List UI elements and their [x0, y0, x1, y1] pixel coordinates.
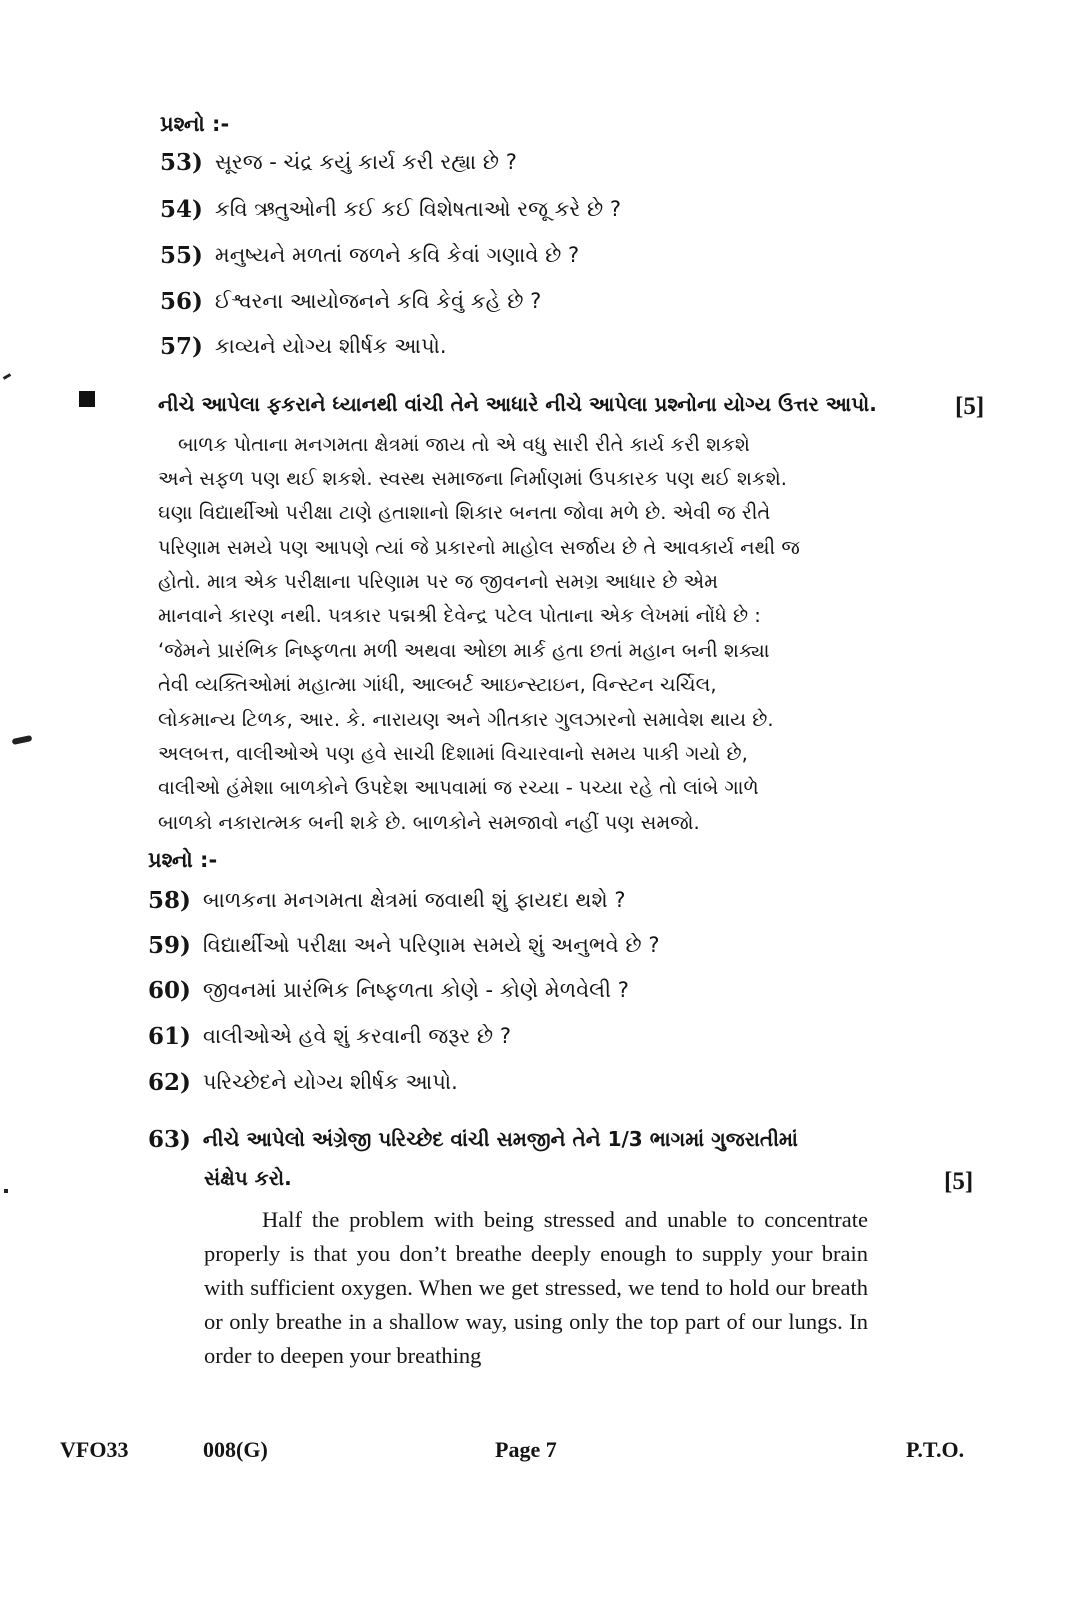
question-59: [148, 925, 659, 965]
square-bullet-icon: [79, 391, 95, 407]
footer-code: VFO33: [60, 1437, 129, 1462]
question-number: 59): [148, 931, 191, 959]
question-54: [160, 189, 621, 229]
question-number: 63): [148, 1125, 191, 1153]
precis-instruction-line1: નીચે આપેલો અંગ્રેજી પરિચ્છેદ વાંચી સમજીને તેને 1/3 ભાગમાં ગુજરાતીમાં: [202, 1127, 798, 1151]
marks-badge-precis: [5]: [944, 1168, 974, 1195]
question-text: ઈશ્વરના આયોજનને કવિ કેવું કહે છે ?: [214, 288, 542, 313]
question-text: જીવનમાં પ્રારંભિક નિષ્ફળતા કોણે - કોણે મેળવેલી ?: [202, 977, 629, 1002]
question-text: બાળકના મનગમતા ક્ષેત્રમાં જવાથી શું ફાયદા થશે ?: [202, 887, 626, 912]
question-text: મનુષ્યને મળતાં જળને કવિ કેવાં ગણાવે છે ?: [214, 242, 580, 267]
footer-page-number: Page 7: [495, 1437, 557, 1462]
precis-instruction-line2: સંક્ષેપ કરો.: [204, 1166, 292, 1190]
question-56: [160, 281, 541, 321]
english-passage: Half the problem with being stressed and unable to concentrate properly is that you don’t breathe deeply enough to supply your brain with sufficient oxygen. When we get stressed, we tend to hold our breath or only breathe in a shallow way, using only the top part of our lungs. In order to deepen your breathing: [204, 1207, 868, 1368]
scan-mark-top: [3, 373, 11, 380]
question-number: 57): [160, 332, 203, 360]
question-number: 53): [160, 148, 203, 176]
scan-mark-middle: [12, 735, 33, 745]
footer-paper-code: 008(G): [203, 1437, 268, 1462]
question-text: પરિચ્છેદને યોગ્ય શીર્ષક આપો.: [202, 1069, 458, 1094]
scan-mark-bottom: [4, 1189, 8, 1193]
question-number: 58): [148, 886, 191, 914]
question-text: વિદ્યાર્થીઓ પરીક્ષા અને પરિણામ સમયે શું અનુભવે છે ?: [202, 932, 660, 957]
marks-badge-comprehension: [5]: [955, 393, 985, 420]
question-number: 61): [148, 1022, 191, 1050]
passage-line: માનવાને કારણ નથી. પત્રકાર પદ્મશ્રી દેવેન્દ્ર પટેલ પોતાના એક લેખમાં નોંધે છે :: [158, 604, 761, 627]
questions-label-1: પ્રશ્નો :-: [160, 112, 230, 136]
questions-label-2: પ્રશ્નો :-: [148, 848, 218, 872]
passage-line: બાળક પોતાના મનગમતા ક્ષેત્રમાં જાય તો એ વધુ સારી રીતે કાર્ય કરી શકશે: [178, 433, 750, 456]
question-63: [148, 1119, 798, 1159]
footer-pto: P.T.O.: [906, 1437, 965, 1462]
question-number: 60): [148, 976, 191, 1004]
passage-line: પરિણામ સમયે પણ આપણે ત્યાં જે પ્રકારનો માહોલ સર્જાય છે તે આવકાર્ય નથી જ: [158, 536, 800, 559]
question-58: [148, 880, 626, 920]
passage-line: ઘણા વિદ્યાર્થીઓ પરીક્ષા ટાણે હતાશાનો શિકાર બનતા જોવા મળે છે. એવી જ રીતે: [158, 501, 771, 524]
passage-line: હોતો. માત્ર એક પરીક્ષાના પરિણામ પર જ જીવનનો સમગ્ર આધાર છે એમ: [158, 570, 719, 593]
question-61: [148, 1016, 511, 1056]
question-text: વાલીઓએ હવે શું કરવાની જરૂર છે ?: [202, 1023, 511, 1048]
question-57: [160, 326, 447, 366]
comprehension-instruction: નીચે આપેલા ફકરાને ધ્યાનથી વાંચી તેને આધારે નીચે આપેલા પ્રશ્નોના યોગ્ય ઉત્તર આપો.: [158, 392, 877, 416]
question-number: 55): [160, 241, 203, 269]
passage-line: અને સફળ પણ થઈ શકશે. સ્વસ્થ સમાજના નિર્માણમાં ઉપકારક પણ થઈ શકશે.: [158, 467, 787, 490]
passage-line: ‘જેમને પ્રારંભિક નિષ્ફળતા મળી અથવા ઓછા માર્ક હતા છતાં મહાન બની શક્યા: [158, 639, 770, 662]
question-text: સૂરજ - ચંદ્ર કયું કાર્ય કરી રહ્યા છે ?: [214, 149, 517, 174]
question-number: 56): [160, 287, 203, 315]
passage-line: તેવી વ્યક્તિઓમાં મહાત્મા ગાંધી, આલ્બર્ટ આઇન્સ્ટાઇન, વિન્સ્ટન ચર્ચિલ,: [158, 673, 717, 696]
passage-line: લોકમાન્ય ટિળક, આર. કે. નારાયણ અને ગીતકાર ગુલઝારનો સમાવેશ થાય છે.: [158, 708, 774, 731]
passage-line: વાલીઓ હંમેશા બાળકોને ઉપદેશ આપવામાં જ રચ્યા - પચ્યા રહે તો લાંબે ગાળે: [158, 776, 759, 799]
question-62: [148, 1062, 458, 1102]
question-number: 54): [160, 195, 203, 223]
question-number: 62): [148, 1068, 191, 1096]
question-text: કાવ્યને યોગ્ય શીર્ષક આપો.: [214, 333, 447, 358]
question-text: કવિ ઋતુઓની કઈ કઈ વિશેષતાઓ રજૂ કરે છે ?: [214, 196, 622, 221]
passage-line: અલબત્ત, વાલીઓએ પણ હવે સાચી દિશામાં વિચારવાનો સમય પાકી ગયો છે,: [158, 742, 748, 765]
question-60: [148, 970, 629, 1010]
question-55: [160, 235, 579, 275]
passage-line: બાળકો નકારાત્મક બની શકે છે. બાળકોને સમજાવો નહીં પણ સમજો.: [158, 811, 700, 834]
question-53: [160, 142, 517, 182]
